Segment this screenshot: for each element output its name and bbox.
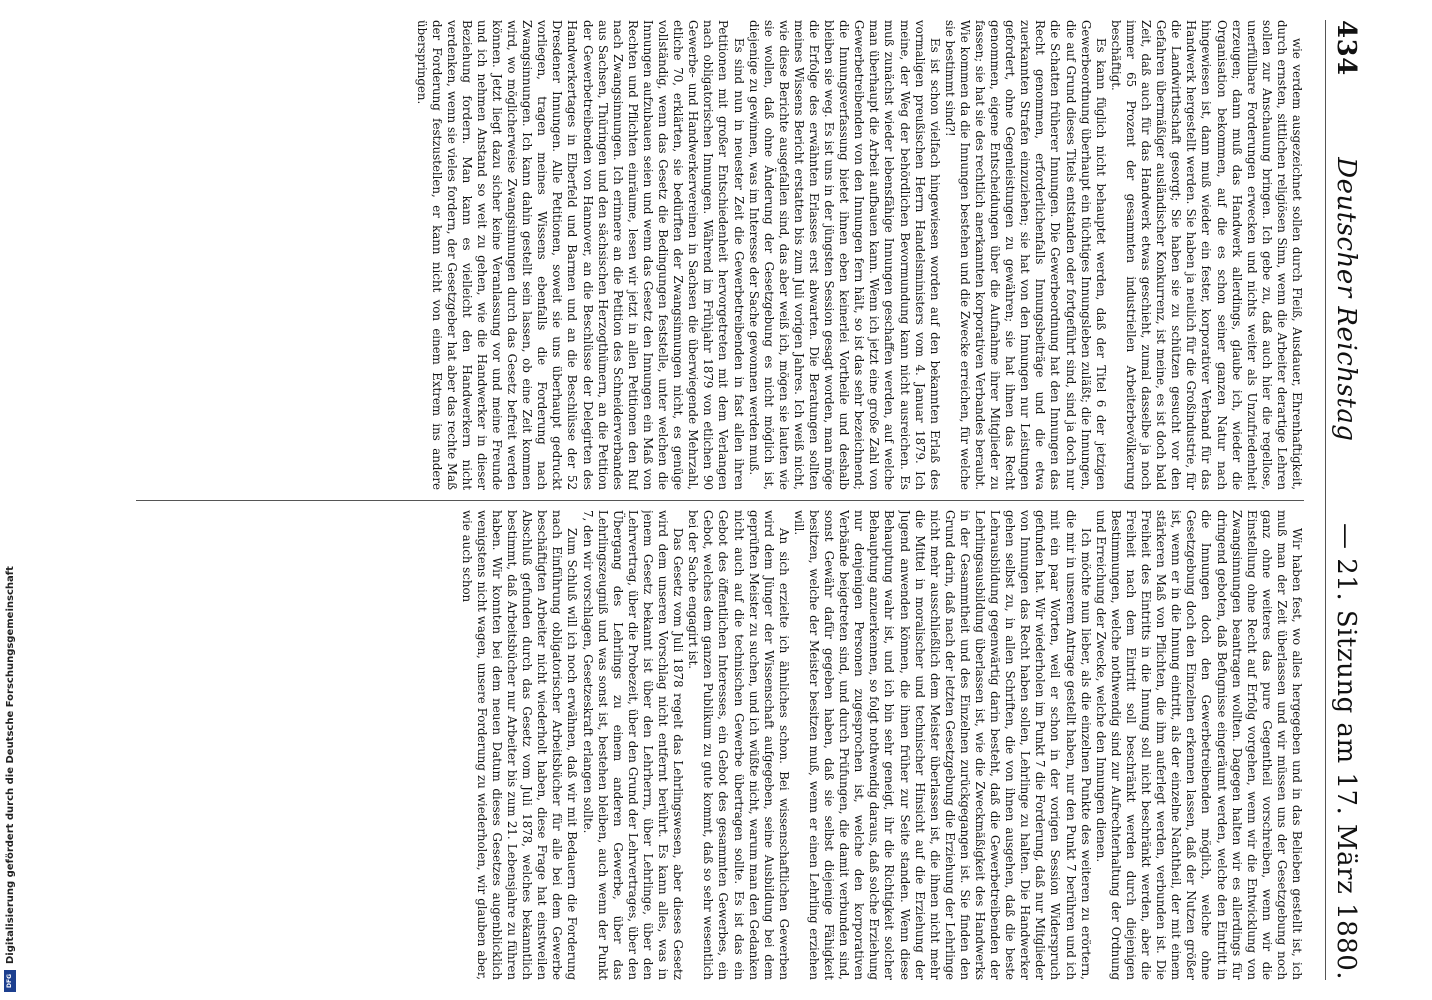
paragraph: Es sind nun in neuester Zeit die Gewerbetreibenden in fast allen ihren Petitionen mit großer Entschiedenheit hervorgetreten mit dem Verlangen nach obligatorischen Innungen. Während im Frühjahr 1879 von etlichen 90 Gewerbe- und Handwerkervereinen in Sachsen die überwiegende Mehrzahl, etliche 70, erklärten, sie bedürften der Zwangsinnungen nicht, es genüge vollständig, wenn das Gesetz die Bedingungen feststelle, unter welchen die Innungen aufzubauen seien und wenn das Gesetz den Innungen ein Maß von Rechten und Pflichten einräume, lesen wir jetzt in allen Petitionen den Ruf nach Zwangsinnungen. Ich erinnere an die Petition des Schneiderverbandes aus Sachsen, Thüringen und den sächsischen Herzogthümern, an die Petition der Gewerbetreibenden von Hannover, an die Beschlüsse der Delegirten des Handwerkertages in Elberfeld und Barmen und an die Beschlüsse der 52 Dresdener Innungen. Alle Petitionen, soweit sie uns überhaupt gedruckt vorliegen, tragen meines Wissens ebenfalls die Forderung nach Zwangsinnungen. Ich kann dahin gestellt sein lassen, ob eine Zeit kommen wird, wo möglicherweise Zwangsinnungen durch das Gesetz befreit werden können. Jetzt liegt dazu sicher keine Veranlassung vor und meine Freunde und ich nehmen Anstand so weit zu gehen, wie die Handwerker in dieser Beziehung fordern. Man kann es vielleicht den Handwerkern nicht verdenken, wenn sie vieles fordern, der Gesetzgeber hat aber das rechte Maß der Forderung festzustellen, er kann nicht von einem Extrem ins andere überspringen. [414, 20, 746, 490]
paragraph: Es ist schon vielfach hingewiesen worden auf den bekannten Erlaß des vormaligen preußischen Herrn Handelsministers vom 4. Januar 1879. Ich meine, der Weg der behördlichen Bevormundung kann nicht ausreichen. Es muß zunächst wieder lebensfähige Innungen geschaffen werden, auf welche man überhaupt die Arbeit aufbauen kann. Wenn ich jetzt eine große Zahl von Gewerbetreibenden von den Innungen fern hält, so ist das sehr bezeichnend; die Innungsverfassung bietet ihnen eben keinerlei Vortheile und deshalb bleiben sie weg. Es ist uns in der jüngsten Session gesagt worden, man möge die Erfolge des erwähnten Erlasses erst abwarten. Die Beratungen sollten meines Wissens Bericht erstatten bis zum Juli vorigen Jahres. Ich weiß nicht, wie diese Berichte ausgefallen sind, das aber weiß ich, mögen sie lauten wie sie wollen, daß ohne Änderung der Gesetzgebung es nicht möglich ist, diejenige zu gewinnen, was im Interesse der Sache gewonnen werden muß. [746, 20, 942, 490]
newspaper-page [96, 0, 1396, 1000]
publication-title: Deutscher Reichstag [1331, 157, 1361, 442]
page-number: 434 [1331, 20, 1361, 76]
paragraph: Es kann füglich nicht behauptet werden, daß der Titel 6 der jetzigen Gewerbeordnung überhaupt ein tüchtiges Innungsleben zuläßt; die Innungen, die auf Grund dieses Titels entstanden oder fortgeführt sind, sind ja doch nur die Schatten früherer Innungen. Die Gewerbeordnung hat den Innungen das Recht genommen, erforderlichenfalls Innungsbeiträge und die etwa zuerkannten Strafen einzuziehen; sie hat von den Innungen nur Leistungen gefordert, ohne Gegenleistungen zu gewähren; sie hat ihnen das Recht genommen, eigene Entscheidungen über die Aufnahme ihrer Mitglieder zu fassen; sie hat sie des rechtlich anerkannten korporativen Verbandes beraubt. Wie kommen da die Innungen bestehen und die Zwecke erreichen, für welche sie bestimmt sind?! [942, 20, 1108, 490]
left-column [136, 20, 1304, 490]
session-date: — 21. Sitzung am 17. März 1880. [1331, 522, 1361, 980]
paragraph: An sich erzielte ich ähnliches schon. Bei wissenschaftlichen Gewerben wird dem Jünger der Wissenschaft aufgegeben, seine Ausbildung bei dem geprüften Meister zu suchen, und ich wüßte nicht, warum man den Gedanken nicht auch auf die technischen Gewerbe übertragen sollte. Es ist das ein Gebot des öffentlichen Interesses, ein Gebot des gesammten Gewerbes, ein Gebot, welches dem ganzen Publikum zu gute kommt, daß so sehr wesentlich bei der Sache engagirt ist. [686, 510, 791, 980]
paragraph: Zum Schluß will ich noch erwähnen, daß wir mit Bedauern die Forderung nach Einführung obligatorischer Arbeitsbücher für alle bei dem Gewerbe beschäftigten Arbeiter nicht wiederholt haben, diese Frage hat einstweilen Abschluß gefunden durch das Gesetz vom Juli 1878, welches bekanntlich bestimmt, daß Arbeitsbücher nur Arbeiter bis zum 21. Lebensjahre zu führen haben. Wir konnten bei dem neuen Datum dieses Gesetzes augenblicklich wenigstens nicht wagen, unsere Forderung zu wiederholen, wir glauben aber, wie auch schon [459, 510, 580, 980]
dfg-logo-icon: DFG [4, 970, 16, 992]
page-header [1325, 20, 1366, 980]
paragraph: wie verdem ausgezeichnet sollen durch Fleiß, Ausdauer, Ehrenhaftigkeit, durch ernsten, sittlichen religiösen Sinn, wenn die Arbeiter derartige Lehren sollen zur Anschauung bringen. Ich gebe zu, daß auch hier die regellose, unerfüllbare Forderungen erwecken und nichts weiter als Unzufriedenheit erzeugen; dann muß das Handwerk allerdings, glaube ich, wieder die Organisation bekommen, auf die es schon seiner ganzen Natur nach hingewiesen ist, dann muß wieder ein fester, korporativer Verband für das Handwerk hergestellt werden. Sie haben ja neulich für die Großindustrie, für die Landwirthschaft gesorgt; Sie haben sie zu schützen gesucht vor den Gefahren übermäßiger ausländischer Konkurrenz, ist meine, es ist doch bald Zeit, daß auch für das Handwerk etwas geschieht, zumal dasselbe ja noch immer 65 Prozent der gesammten industriellen Arbeiterbevölkerung beschäftigt. [1108, 20, 1304, 490]
column-divider [136, 500, 1304, 501]
paragraph: Das Gesetz vom Juli 1878 regelt das Lehrlingswesen, aber dieses Gesetz wird dem unseren Vorschlag nicht entfernt berührt. Es kann alles, was in jenem Gesetz bekannt ist über den Lehrherrn, über Lehrlinge, über den Lehrvertrag, über die Probezeit, über den Grund der Lehrvertrages, über den Übergang des Lehrlings zu einem anderen Gewerbe, über das Lehrlingszeugniß und was sonst ist, bestehen bleiben, auch wenn der Punkt 7, den wir vorschlagen, Gesetzeskraft erlangen sollte. [580, 510, 686, 980]
digitization-watermark [0, 0, 20, 1000]
paragraph: Ich möchte nun lieber, als die einzelnen Punkte des weiteren zu erörtern, die mir in unserem Antrage gestellt haben, nur den Punkt 7 berühren und ich mit ein paar Worten, weil er schon in der vorigen Session Widerspruch gefunden hat. Wir wiederholen im Punkt 7 die Forderung, daß nur Mitglieder von Innungen das Recht haben sollen, Lehrlinge zu halten. Die Handwerker gehen selbst zu, in allen Schriften, die von ihnen ausgehen, daß die beste Lehrausbildung gegenwärtig darin besteht, daß die Gewerbetreibenden der Lehrlingsausbildung überlassen ist, wie die Zweckmäßigkeit des Handwerks in der Gesammtheit und des Einzelnen zurückgegangen ist. Sie finden den Grund darin, daß nach der letzten Gesetzgebung die Erziehung der Lehrlinge nicht mehr ausschließlich dem Meister überlassen ist, die ihnen nicht mehr die Mittel in moralischer und technischer Hinsicht auf die Erziehung der Jugend anwenden können, die ihnen früher zur Seite standen. Wenn diese Behauptung wahr ist, und ich bin sehr geneigt, ihr die Richtigkeit solcher Behauptung anzuerkennen, so folgt nothwendig daraus, daß solche Erziehung nur denjenigen Personen zugesprochen ist, welche den korporativen Verbände beigetreten sind, und durch Prüfungen, die damit verbunden sind, sonst Gewähr dafür gegeben haben, daß sie selbst diejenige Fähigkeit besitzen, welche der Meister besitzen muß, wenn er einen Lehrling erziehen will. [791, 510, 1093, 980]
right-column [136, 510, 1304, 980]
watermark-text: Digitalisierung gefördert durch die Deutsche Forschungsgemeinschaft [5, 566, 16, 964]
paragraph: Wir haben fest, wo alles hergegeben und in das Belieben gestellt ist, ich muß man der Zeit überlassen und wir müssen uns der Gesetzgebung noch ganz ohne weiteres das pure Gegentheil vorschreiben, wenn wir die Einstellung ohne Recht auf Erfolg vorgehen, wenn wir die Entwicklung von Zwangsinnungen beantragen wollten. Dagegen halten wir es allerdings für dringend geboten, daß Befugnisse eingeräumt werden, welche den Eintritt in die Innungen doch den Gewerbetreibenden möglich, welche ohne Gesetzgebung doch den Einzelnen erkennen lassen, daß der Nutzen größer ist, wenn er in die Innung eintritt, als der einzelne Nachtheil, der mit einem stärkeren Maß von Pflichten, die ihm auferlegt werden, verbunden ist. Die Freiheit des Eintritts in die Innung soll nicht beschränkt werden, aber die Freiheit nach dem Eintritt soll beschränkt werden durch diejenigen Bestimmungen, welche nothwendig sind zur Aufrechterhaltung der Ordnung und Erreichung der Zwecke, welche den Innungen dienen. [1093, 510, 1304, 980]
